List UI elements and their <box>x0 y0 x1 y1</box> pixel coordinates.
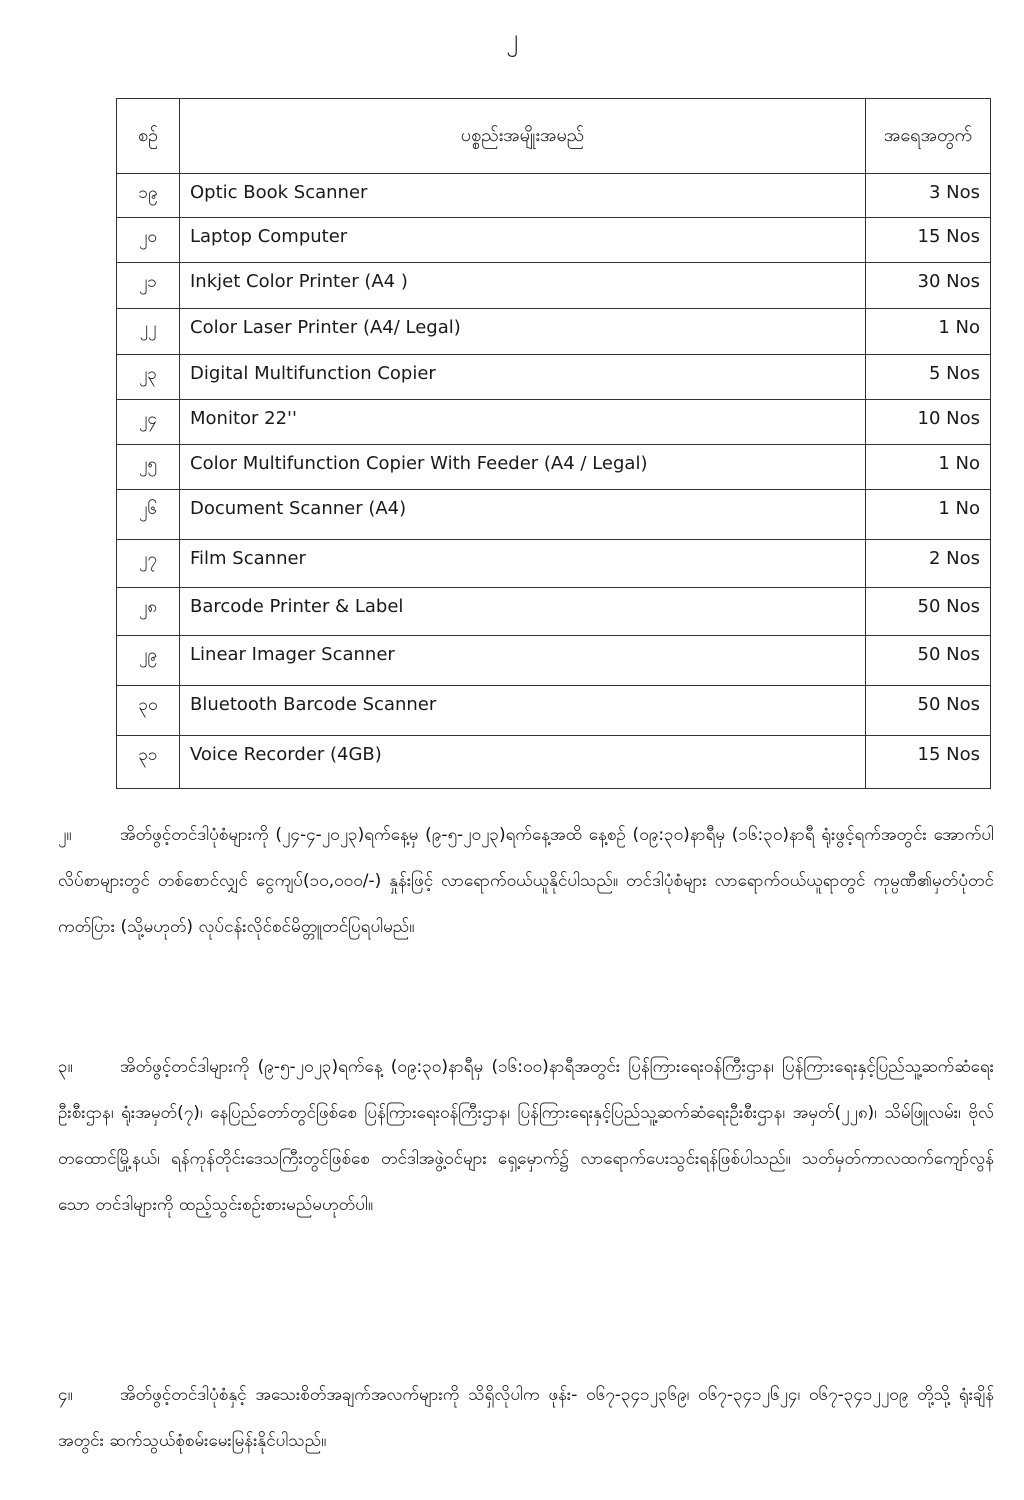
paragraph-text: အိတ်ဖွင့်တင်ဒါပုံစံများကို (၂၄-၄-၂၀၂၃)ရက်နေ့မှ (၉-၅-၂၀၂၃)ရက်နေ့အထိ နေ့စဉ် (၀၉:၃၀)နာရီမှ (၁၆:၃၀)နာရီ ရုံးဖွင့်ရက်အတွင်း အောက်ပါလိပ်စာများတွင် တစ်စောင်လျှင် ငွေကျပ်(၁၀,၀၀၀/-) နှုန်းဖြင့် လာရောက်ဝယ်ယူနိုင်ပါသည်။ တင်ဒါပုံစံများ လာရောက်ဝယ်ယူရာတွင် ကုမ္ပဏီ၏မှတ်ပုံတင်ကတ်ပြား (သို့မဟုတ်) လုပ်ငန်းလိုင်စင်မိတ္တူတင်ပြရပါမည်။ <box>58 825 994 937</box>
table-row <box>117 445 991 490</box>
table-row <box>117 490 991 540</box>
row-description: Laptop Computer <box>180 218 866 263</box>
row-number: ၃၀ <box>117 686 180 736</box>
row-number: ၂၇ <box>117 540 180 588</box>
row-number: ၂၀ <box>117 218 180 263</box>
table-row <box>117 636 991 686</box>
row-number: ၂၆ <box>117 490 180 540</box>
row-quantity: 15 Nos <box>866 218 991 263</box>
table-row <box>117 218 991 263</box>
row-number: ၂၅ <box>117 445 180 490</box>
row-number: ၂၂ <box>117 309 180 355</box>
row-description: Linear Imager Scanner <box>180 636 866 686</box>
header-serial-number: စဉ် <box>117 99 180 174</box>
paragraph-text: အိတ်ဖွင့်တင်ဒါများကို (၉-၅-၂၀၂၃)ရက်နေ့ (၀၉:၃၀)နာရီမှ (၁၆:၀၀)နာရီအတွင်း ပြန်ကြားရေးဝန်ကြီးဌာန၊ ပြန်ကြားရေးနှင့်ပြည်သူ့ဆက်ဆံရေးဦးစီးဌာန၊ ရုံးအမှတ်(၇)၊ နေပြည်တော်တွင်ဖြစ်စေ ပြန်ကြားရေးဝန်ကြီးဌာန၊ ပြန်ကြားရေးနှင့်ပြည်သူ့ဆက်ဆံရေးဦးစီးဌာန၊ အမှတ်(၂၂၈)၊ သိမ်ဖြူလမ်း၊ ဗိုလ်တထောင်မြို့နယ်၊ ရန်ကုန်တိုင်းဒေသကြီးတွင်ဖြစ်စေ တင်ဒါအဖွဲ့ဝင်များ ရှေ့မှောက်၌ လာရောက်ပေးသွင်းရန်ဖြစ်ပါသည်။ သတ်မှတ်ကာလထက်ကျော်လွန်သော တင်ဒါများကို ထည့်သွင်းစဉ်းစားမည်မဟုတ်ပါ။ <box>58 1057 994 1215</box>
row-quantity: 50 Nos <box>866 686 991 736</box>
row-quantity: 2 Nos <box>866 540 991 588</box>
table-row <box>117 540 991 588</box>
table-row <box>117 355 991 400</box>
table-header-row <box>117 99 991 174</box>
row-number: ၂၁ <box>117 263 180 309</box>
row-description: Document Scanner (A4) <box>180 490 866 540</box>
row-description: Film Scanner <box>180 540 866 588</box>
header-item-description: ပစ္စည်းအမျိုးအမည် <box>180 99 866 174</box>
row-number: ၃၁ <box>117 736 180 789</box>
row-description: Digital Multifunction Copier <box>180 355 866 400</box>
table-row <box>117 588 991 636</box>
row-number: ၂၈ <box>117 588 180 636</box>
row-quantity: 1 No <box>866 445 991 490</box>
paragraph-4 <box>58 1372 994 1464</box>
header-quantity: အရေအတွက် <box>866 99 991 174</box>
row-number: ၂၃ <box>117 355 180 400</box>
row-description: Voice Recorder (4GB) <box>180 736 866 789</box>
row-quantity: 10 Nos <box>866 400 991 445</box>
row-description: Color Laser Printer (A4/ Legal) <box>180 309 866 355</box>
row-description: Optic Book Scanner <box>180 174 866 218</box>
paragraph-number: ၃။ <box>58 1057 73 1077</box>
row-description: Barcode Printer & Label <box>180 588 866 636</box>
paragraph-number: ၄။ <box>58 1385 73 1405</box>
table-row <box>117 174 991 218</box>
paragraph-2 <box>58 812 994 950</box>
row-quantity: 30 Nos <box>866 263 991 309</box>
table-row <box>117 309 991 355</box>
row-quantity: 5 Nos <box>866 355 991 400</box>
row-description: Inkjet Color Printer (A4 ) <box>180 263 866 309</box>
table-row <box>117 686 991 736</box>
paragraph-3 <box>58 1044 994 1228</box>
row-quantity: 1 No <box>866 309 991 355</box>
paragraph-text: အိတ်ဖွင့်တင်ဒါပုံစံနှင့် အသေးစိတ်အချက်အလက်များကို သိရှိလိုပါက ဖုန်း- ၀၆၇-၃၄၁၂၃၆၉၊ ၀၆၇-၃၄၁၂၆၂၄၊ ၀၆၇-၃၄၁၂၂၀၉ တို့သို့ ရုံးချိန်အတွင်း ဆက်သွယ်စုံစမ်းမေးမြန်းနိုင်ပါသည်။ <box>58 1385 994 1451</box>
row-quantity: 15 Nos <box>866 736 991 789</box>
table-row <box>117 400 991 445</box>
row-quantity: 1 No <box>866 490 991 540</box>
row-number: ၁၉ <box>117 174 180 218</box>
equipment-table <box>116 98 991 789</box>
row-description: Bluetooth Barcode Scanner <box>180 686 866 736</box>
row-quantity: 3 Nos <box>866 174 991 218</box>
row-description: Monitor 22'' <box>180 400 866 445</box>
row-quantity: 50 Nos <box>866 588 991 636</box>
row-description: Color Multifunction Copier With Feeder (A4 / Legal) <box>180 445 866 490</box>
page-number: ၂ <box>506 24 518 52</box>
row-number: ၂၉ <box>117 636 180 686</box>
row-quantity: 50 Nos <box>866 636 991 686</box>
paragraph-number: ၂။ <box>58 825 72 845</box>
table-row <box>117 736 991 789</box>
table-row <box>117 263 991 309</box>
row-number: ၂၄ <box>117 400 180 445</box>
